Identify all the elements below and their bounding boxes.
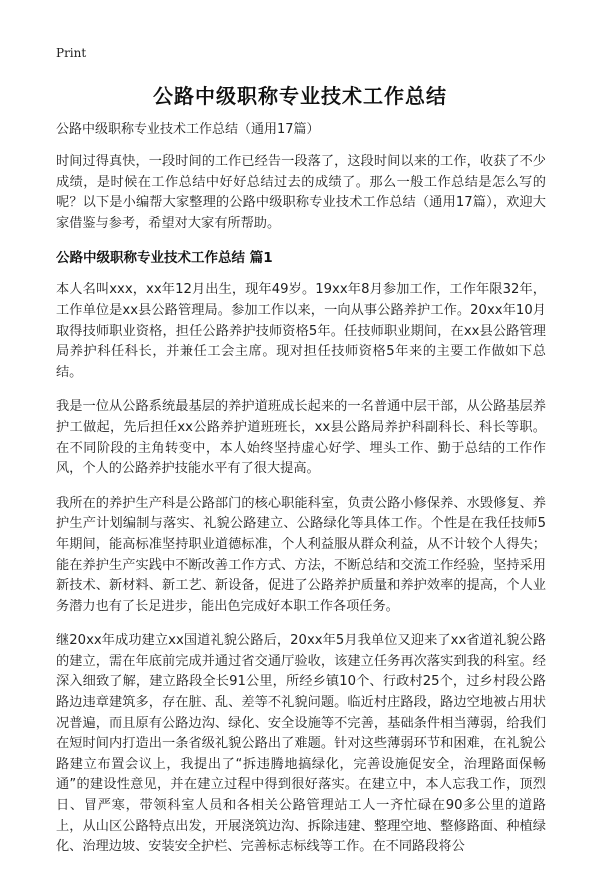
body-paragraph: 我是一位从公路系统最基层的养护道班成长起来的一名普通中层干部，从公路基层养护工做起，先后担任xx公路养护道班班长，xx县公路局养护科副科长、科长等职。在不同阶段的主角转变中，本人始终坚持虚心好学、埋头工作、勤于总结的工作作风，个人的公路养护技能水平有了很大提高。 — [56, 399, 546, 477]
section-heading: 公路中级职称专业技术工作总结 篇1 — [56, 250, 273, 267]
document-subtitle: 公路中级职称专业技术工作总结（通用17篇） — [56, 122, 320, 137]
body-paragraph: 我所在的养护生产科是公路部门的核心职能科室，负责公路小修保养、水毁修复、养护生产计划编制与落实、礼貌公路建立、公路绿化等具体工作。个性是在我任技师5年期间，能高标准坚持职业道德标准，个人利益服从群众利益，从不计较个人得失；能在养护生产实践中不断改善工作方式、方法，不断总结和交流工作经验，坚持采用新技术、新材料、新工艺、新设备，促进了公路养护质量和养护效率的提高，个人业务潜力也有了长足进步，能出色完成好本职工作各项任务。 — [56, 495, 546, 614]
print-link[interactable]: Print — [56, 46, 87, 60]
document-body — [56, 120, 546, 872]
intro-paragraph: 时间过得真快，一段时间的工作已经告一段落了，这段时间以来的工作，收获了不少成绩，是时候在工作总结中好好总结过去的成绩了。那么一般工作总结是怎么写的呢？以下是小编帮大家整理的公路中级职称专业技术工作总结（通用17篇），欢迎大家借鉴与参考，希望对大家有所帮助。 — [56, 154, 546, 231]
page-title: 公路中级职称专业技术工作总结 — [153, 84, 447, 108]
body-paragraph: 本人名叫xxx，xx年12月出生，现年49岁。19xx年8月参加工作，工作年限32年，工作单位是xx县公路管理局。参加工作以来，一向从事公路养护工作。20xx年10月取得技师职业资格，担任公路养护技师资格5年。任技师职业期间，在xx县公路管理局养护科任科长，并兼任工会主席。现对担任技师资格5年来的主要工作做如下总结。 — [56, 282, 546, 380]
body-paragraph: 继20xx年成功建立xx国道礼貌公路后，20xx年5月我单位又迎来了xx省道礼貌公路的建立，需在年底前完成并通过省交通厅验收，该建立任务再次落实到我的科室。经深入细致了解，建立路段全长91公里，所经乡镇10个、行政村25个，过乡村段公路路边违章建筑多，存在脏、乱、差等不礼貌问题。临近村庄路段，路边空地被占用状况普遍，而且原有公路边沟、绿化、安全设施等不完善，基础条件相当薄弱，给我们在短时间内打造出一条省级礼貌公路出了难题。针对这些薄弱环节和困难，在礼貌公路建立布置会议上，我提出了“拆违腾地搞绿化，完善设施促安全，治理路面保畅通”的建设性意见，并在建立过程中得到很好落实。在建立中，本人忘我工作，顶烈日、冒严寒，带领科室人员和各相关公路管理站工人一齐忙碌在90多公里的道路上，从山区公路特点出发，开展浇筑边沟、拆除违建、整理空地、整修路面、种植绿化、治理边坡、安装安全护栏、完善标志标线等工作。在不同路段将公 — [56, 633, 546, 855]
